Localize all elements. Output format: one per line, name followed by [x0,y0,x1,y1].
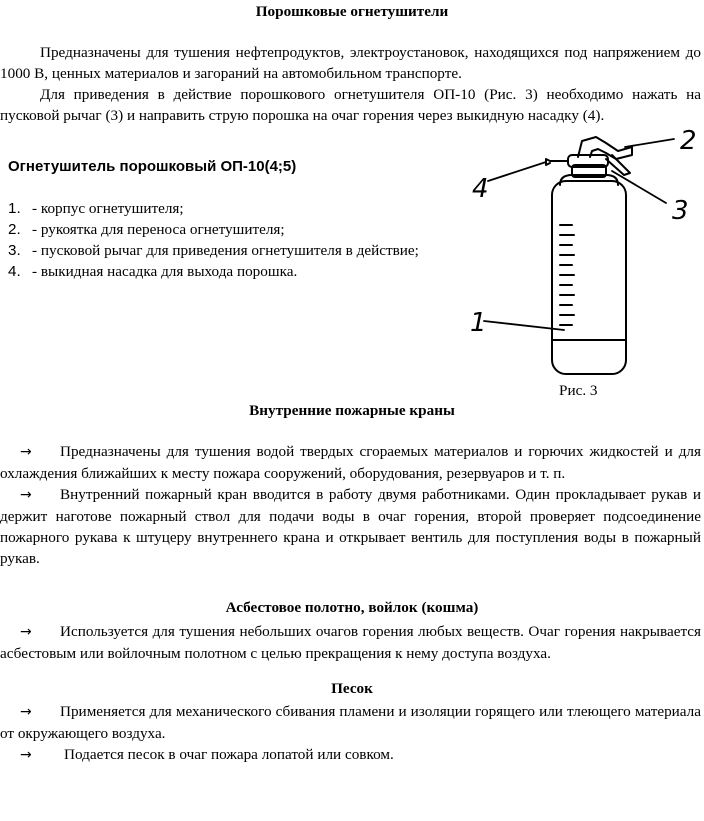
extinguisher-model-heading: Огнетушитель порошковый ОП-10(4;5) [8,158,297,175]
sand-usage-paragraph [0,701,701,744]
blanket-paragraph [0,621,701,664]
leader-line-3 [612,171,666,203]
powder-purpose-paragraph [0,42,701,126]
extinguisher-nozzle [546,159,568,165]
leader-line-4 [488,162,546,181]
section-title-asbestos-blanket: Асбестовое полотно, войлок (кошма) [225,599,479,616]
figure-label-4: 4 [472,174,489,204]
sand-application-text: Подается песок в очаг пожара лопатой или совком. [64,746,394,763]
sand-usage-text: Применяется для механического сбивания пламени и изоляции горящего или тлеющего материала от окружающего воздуха. [0,703,701,742]
list-item [8,198,438,219]
hydrants-operation-paragraph [0,484,701,569]
hydrants-paragraphs [0,441,701,569]
list-item-number: 1. [8,200,21,217]
section-title-fire-hydrants: Внутренние пожарные краны [249,402,455,419]
section-title-powder-extinguishers: Порошковые огнетушители [255,3,449,20]
arrow-bullet-icon: → [20,487,32,503]
extinguisher-body [552,181,626,374]
list-item [8,240,438,261]
hydrants-purpose-text: Предназначены для тушения водой твердых сгораемых материалов и горючих жидкостей и для охлаждения ближайших к месту пожара сооружений, оборудования, резервуаров и т. п. [0,443,701,482]
sand-application-paragraph [0,744,701,766]
arrow-bullet-icon: → [20,624,32,640]
hydrants-operation-text: Внутренний пожарный кран вводится в работу двумя работниками. Один прокладывает рукав и держит наготове пожарный ствол для подачи воды в очаг горения, второй проверяет подсоединение пожарного рукава к штуцеру внутреннего крана и открывает вентиль для поступления воды в пожарный рукав. [0,486,701,567]
powder-purpose-text: Предназначены для тушения нефтепродуктов, электроустановок, находящихся под напряжением до 1000 В, ценных материалов и загораний на автомобильном транспорте. [0,44,701,82]
blanket-usage-text: Используется для тушения небольших очагов горения любых веществ. Очаг горения накрывается асбестовым или войлочным полотном с целью прекращения к нему доступа воздуха. [0,623,701,662]
list-item-number: 3. [8,242,21,259]
figure-caption: Рис. 3 [559,382,598,399]
figure-label-2: 2 [680,126,697,156]
powder-usage-text: Для приведения в действие порошкового огнетушителя ОП-10 (Рис. 3) необходимо нажать на пусковой рычаг (3) и направить струю порошка на очаг горения через выкидную насадку (4). [0,86,701,124]
blanket-usage-paragraph [0,621,701,664]
list-item-number: 2. [8,221,21,238]
extinguisher-parts-list [8,198,438,282]
list-item-text: - корпус огнетушителя; [32,200,184,217]
list-item-number: 4. [8,263,21,280]
leader-line-2 [625,139,674,147]
extinguisher-diagram [460,125,704,380]
arrow-bullet-icon: → [20,444,32,460]
list-item-text: - выкидная насадка для выхода порошка. [32,263,298,280]
arrow-bullet-icon: → [20,704,32,720]
list-item [8,261,438,282]
list-item-text: - пусковой рычаг для приведения огнетушителя в действие; [32,242,419,259]
list-item-text: - рукоятка для переноса огнетушителя; [32,221,285,238]
section-title-sand: Песок [331,680,373,697]
figure-label-3: 3 [672,196,689,226]
hydrants-purpose-paragraph [0,441,701,484]
sand-paragraphs [0,701,701,766]
arrow-bullet-icon: → [20,747,32,763]
list-item [8,219,438,240]
figure-label-1: 1 [470,308,487,338]
